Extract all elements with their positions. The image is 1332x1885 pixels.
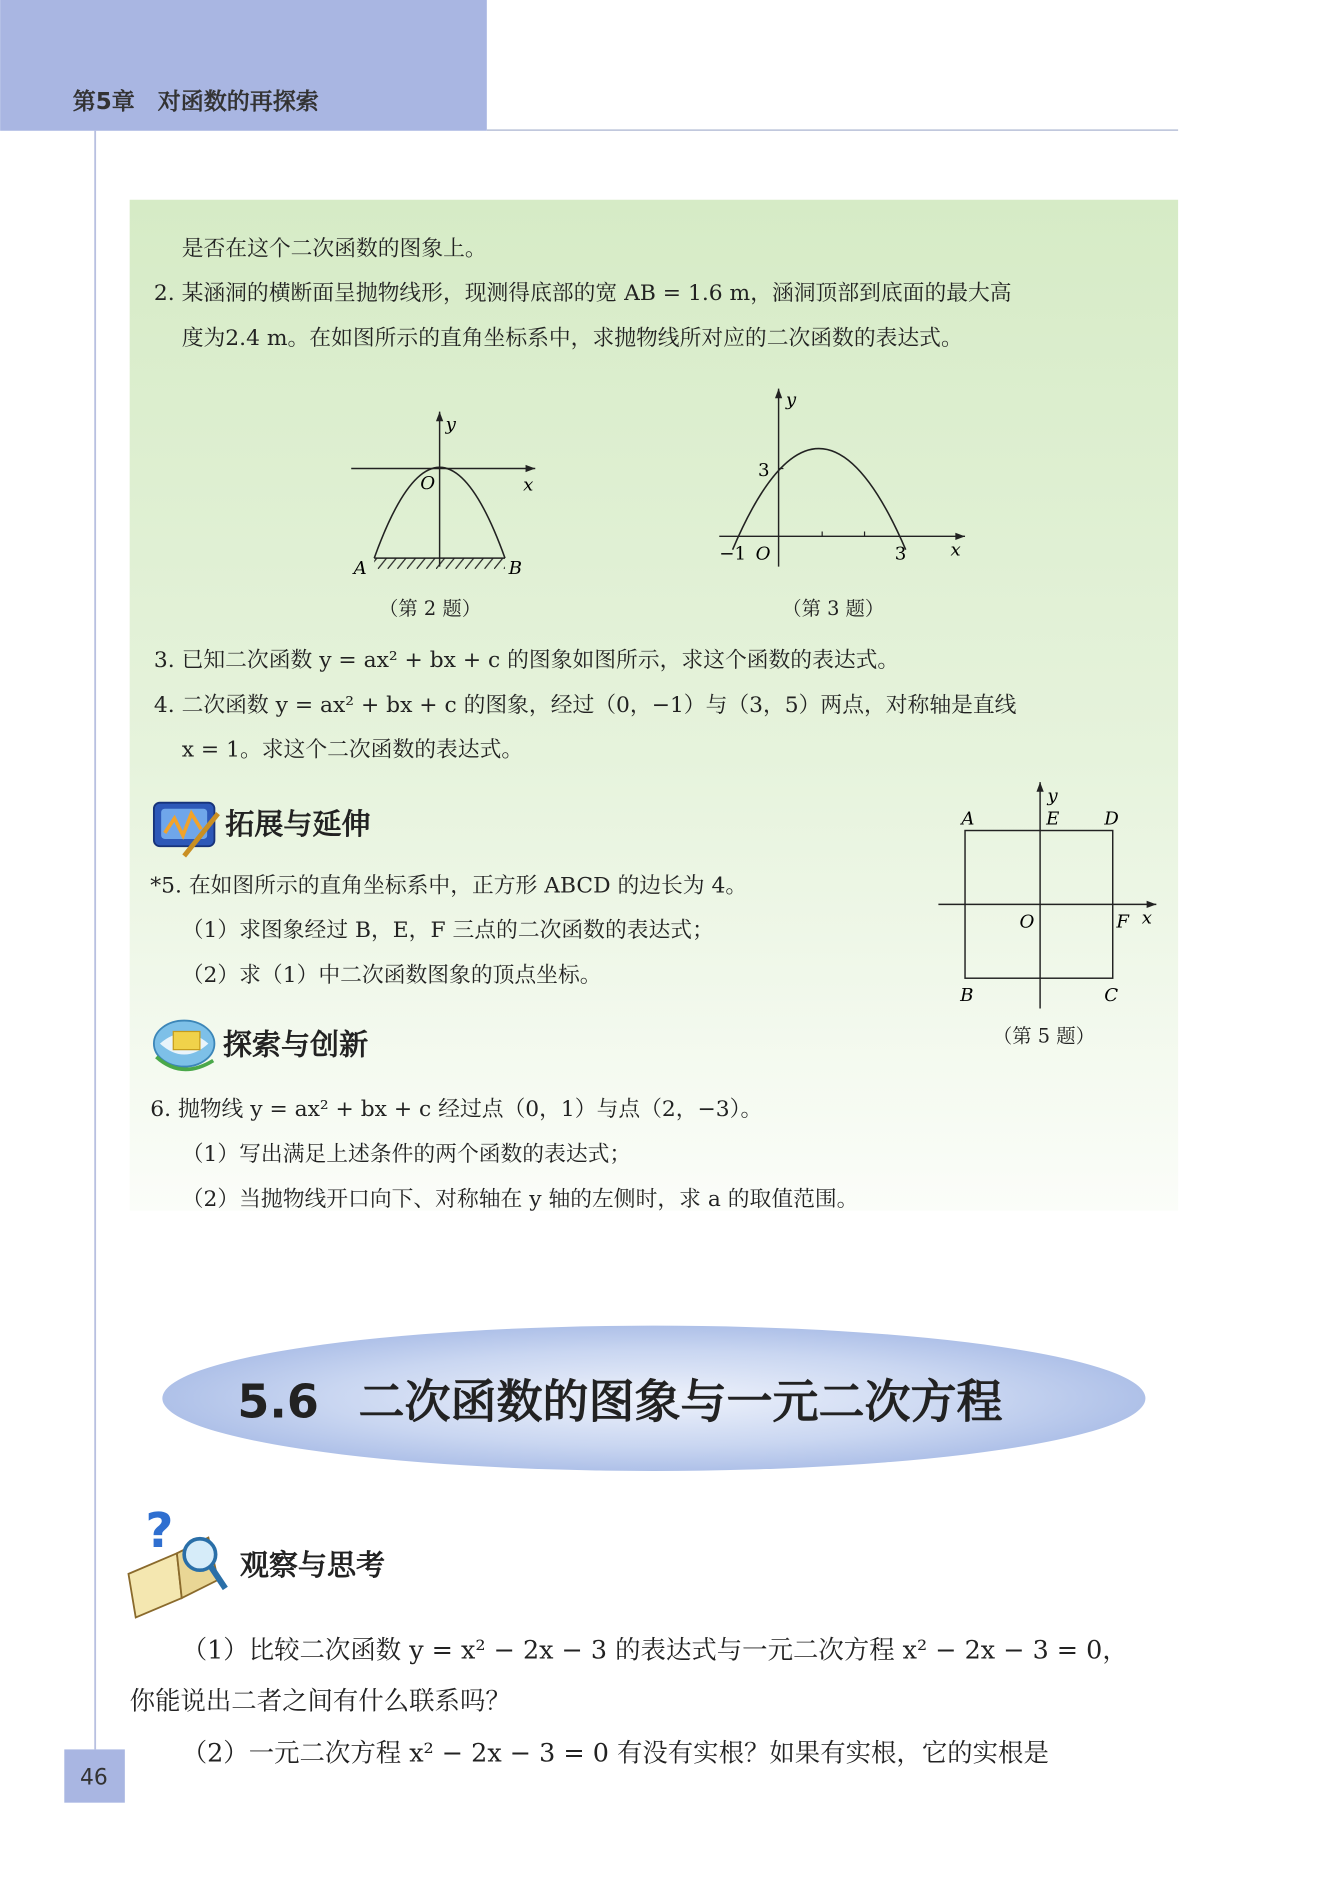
section-number: 5.6 — [237, 1374, 319, 1429]
question-2-line-1: 2. 某涵洞的横断面呈抛物线形，现测得底部的宽 AB = 1.6 m，涵洞顶部到底面的最大高 — [153, 281, 1012, 307]
observe-icon — [128, 1503, 225, 1617]
question-6-part-2: （2）当抛物线开口向下、对称轴在 y 轴的左侧时，求 a 的取值范围。 — [181, 1186, 859, 1212]
question-5-part-1: （1）求图象经过 B，E，F 三点的二次函数的表达式； — [181, 918, 714, 944]
observe-paragraph-1-line-1: （1）比较二次函数 y = x² − 2x − 3 的表达式与一元二次方程 x² − 2x − 3 = 0， — [181, 1634, 1128, 1665]
fig5-label-E: E — [1046, 808, 1060, 830]
observe-paragraph-2-line-1: （2）一元二次方程 x² − 2x − 3 = 0 有没有实根？如果有实根，它的实根是 — [181, 1737, 1049, 1768]
fig3-label-neg1: −1 — [719, 543, 747, 565]
fig5-label-D: D — [1104, 808, 1119, 830]
fig2-label-x: x — [523, 474, 534, 496]
figure-2-caption: （第 2 题） — [379, 597, 482, 621]
question-2-line-2: 度为2.4 m。在如图所示的直角坐标系中，求抛物线所对应的二次函数的表达式。 — [181, 326, 963, 352]
svg-text:?: ? — [145, 1503, 174, 1560]
page-number: 46 — [80, 1765, 108, 1791]
fig5-label-C: C — [1104, 985, 1119, 1007]
observe-heading: 观察与思考 — [239, 1548, 386, 1583]
question-6-part-1: （1）写出满足上述条件的两个函数的表达式； — [181, 1142, 632, 1168]
fig2-label-O: O — [420, 473, 436, 495]
question-5-part-2: （2）求（1）中二次函数图象的顶点坐标。 — [181, 962, 602, 988]
observe-paragraph-1-line-2: 你能说出二者之间有什么联系吗？ — [129, 1685, 511, 1716]
fig3-label-x: x — [950, 539, 961, 561]
section-title: 二次函数的图象与一元二次方程 — [358, 1374, 1003, 1429]
fig5-label-B: B — [960, 985, 974, 1007]
fig2-label-A: A — [353, 557, 367, 579]
figure-5-caption: （第 5 题） — [992, 1024, 1095, 1048]
fig3-label-y: y — [785, 389, 797, 411]
question-4-line-1: 4. 二次函数 y = ax² + bx + c 的图象，经过（0，−1）与（3，5）两点，对称轴是直线 — [153, 692, 1017, 718]
question-3: 3. 已知二次函数 y = ax² + bx + c 的图象如图所示，求这个函数的表达式。 — [153, 648, 900, 674]
fig3-label-3y: 3 — [758, 459, 770, 481]
fig5-label-x: x — [1141, 907, 1153, 929]
figure-3-caption: （第 3 题） — [782, 597, 885, 621]
fig2-label-y: y — [445, 413, 456, 435]
question-5: *5. 在如图所示的直角坐标系中，正方形 ABCD 的边长为 4。 — [150, 873, 748, 899]
question-4-line-2: x = 1。求这个二次函数的表达式。 — [181, 737, 524, 763]
fig3-label-3x: 3 — [894, 543, 907, 565]
fig5-label-F: F — [1116, 911, 1129, 933]
fig2-label-B: B — [508, 557, 522, 579]
fig5-label-O: O — [1019, 911, 1035, 933]
fig5-label-y: y — [1047, 785, 1058, 807]
question-6: 6. 抛物线 y = ax² + bx + c 经过点（0，1）与点（2，−3）。 — [150, 1097, 763, 1123]
fig5-label-A: A — [961, 808, 975, 830]
chapter-title: 第5章 对函数的再探索 — [72, 88, 319, 115]
fig3-label-O: O — [755, 543, 771, 565]
extend-heading: 拓展与延伸 — [225, 807, 371, 842]
intro-line: 是否在这个二次函数的图象上。 — [181, 236, 487, 262]
fig2-ground-hatch — [374, 558, 505, 569]
explore-heading: 探索与创新 — [222, 1027, 369, 1062]
